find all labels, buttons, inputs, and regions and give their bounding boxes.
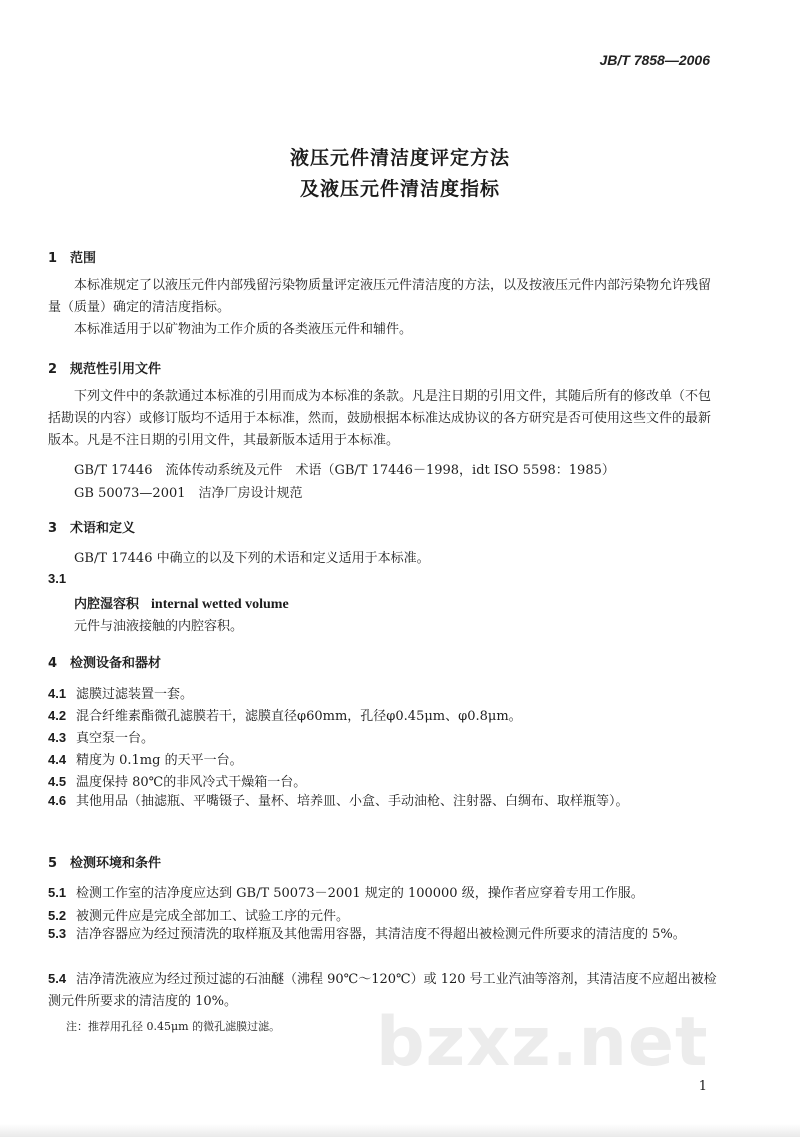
clause-text: 检测工作室的洁净度应达到 GB/T 50073－2001 规定的 100000 级，操作者应穿着专用工作服。 <box>76 886 644 901</box>
section-1-paragraph-2: 本标准适用于以矿物油为工作介质的各类液压元件和辅件。 <box>74 322 413 337</box>
note: 注：推荐用孔径 0.45μm 的微孔滤膜过滤。 <box>66 1020 281 1033</box>
clause-number: 4.1 <box>48 686 67 701</box>
clause-4-1 <box>48 683 718 702</box>
section-number: 3 <box>48 521 58 536</box>
clause-number: 4.5 <box>48 774 67 789</box>
clause-text: 真空泵一台。 <box>76 731 155 746</box>
clause-5-1 <box>48 882 718 901</box>
section-2-heading <box>48 358 161 377</box>
section-title: 检测设备和器材 <box>70 656 162 671</box>
clause-number: 4.4 <box>48 752 67 767</box>
section-1-paragraph-1: 本标准规定了以液压元件内部残留污染物质量评定液压元件清洁度的方法，以及按液压元件内部污染物允许残留量（质量）确定的清洁度指标。 <box>48 278 712 315</box>
document-title-line-2: 及液压元件清洁度指标 <box>299 178 500 200</box>
section-title: 规范性引用文件 <box>70 362 162 377</box>
term-english: internal wetted volume <box>151 597 289 612</box>
clause-number: 5.4 <box>48 971 67 986</box>
section-3-heading <box>48 517 135 536</box>
page-number: 1 <box>698 1079 707 1094</box>
clause-5-2 <box>48 905 718 924</box>
clause-number: 5.1 <box>48 885 67 900</box>
document-title-line-1: 液压元件清洁度评定方法 <box>289 147 510 169</box>
clause-number: 4.3 <box>48 730 67 745</box>
normative-reference-2: GB 50073—2001 洁净厂房设计规范 <box>74 486 303 501</box>
section-1-heading <box>48 247 96 266</box>
section-5-heading <box>48 852 161 871</box>
clause-4-3 <box>48 727 718 746</box>
clause-5-3 <box>48 923 718 946</box>
section-number: 2 <box>48 362 58 377</box>
clause-text: 其他用品（抽滤瓶、平嘴镊子、量杯、培养皿、小盒、手动油枪、注射器、白绸布、取样瓶等）。 <box>76 794 629 809</box>
clause-text: 混合纤维素酯微孔滤膜若干，滤膜直径φ60mm，孔径φ0.45μm、φ0.8μm。 <box>76 709 522 724</box>
term-chinese: 内腔湿容积 <box>74 597 140 612</box>
clause-number: 4.2 <box>48 708 67 723</box>
clause-4-6 <box>48 790 718 813</box>
watermark: bzxz.net <box>376 1003 709 1082</box>
section-2-paragraph-1: 下列文件中的条款通过本标准的引用而成为本标准的条款。凡是注日期的引用文件，其随后所有的修改单（不包括勘误的内容）或修订版均不适用于本标准，然而，鼓励根据本标准达成协议的各方研究是否可使用这些文件的最新版本。凡是不注日期的引用文件，其最新版本适用于本标准。 <box>48 389 712 448</box>
clause-number: 4.6 <box>48 793 67 808</box>
normative-reference-1: GB/T 17446 流体传动系统及元件 术语（GB/T 17446－1998，idt ISO 5598：1985） <box>74 463 615 478</box>
clause-text: 洁净清洗液应为经过预过滤的石油醚（沸程 90℃～120℃）或 120 号工业汽油等溶剂，其清洁度不应超出被检测元件所要求的清洁度的 10%。 <box>48 972 717 1009</box>
clause-text: 温度保持 80℃的非风冷式干燥箱一台。 <box>76 775 307 790</box>
section-title: 检测环境和条件 <box>70 856 162 871</box>
section-title: 范围 <box>70 251 97 266</box>
term-definition: 元件与油液接触的内腔容积。 <box>74 619 244 634</box>
section-4-heading <box>48 652 161 671</box>
section-number: 4 <box>48 656 58 671</box>
section-number: 5 <box>48 856 58 871</box>
clause-text: 洁净容器应为经过预清洗的取样瓶及其他需用容器，其清洁度不得超出被检测元件所要求的清洁度的 5%。 <box>76 927 686 942</box>
section-number: 1 <box>48 251 58 266</box>
clause-text: 被测元件应是完成全部加工、试验工序的元件。 <box>76 909 350 924</box>
clause-text: 精度为 0.1mg 的天平一台。 <box>76 753 243 768</box>
section-title: 术语和定义 <box>70 521 136 536</box>
term-entry <box>74 593 289 613</box>
clause-number: 5.2 <box>48 908 67 923</box>
clause-4-5 <box>48 771 718 790</box>
term-number: 3.1 <box>48 571 67 586</box>
standard-number: JB/T 7858—2006 <box>599 52 710 68</box>
clause-4-2 <box>48 705 718 724</box>
clause-number: 5.3 <box>48 926 67 941</box>
clause-4-4 <box>48 749 718 768</box>
section-3-paragraph-1: GB/T 17446 中确立的以及下列的术语和定义适用于本标准。 <box>74 551 430 566</box>
clause-text: 滤膜过滤装置一套。 <box>76 687 194 702</box>
page-bottom-edge <box>0 1124 800 1137</box>
